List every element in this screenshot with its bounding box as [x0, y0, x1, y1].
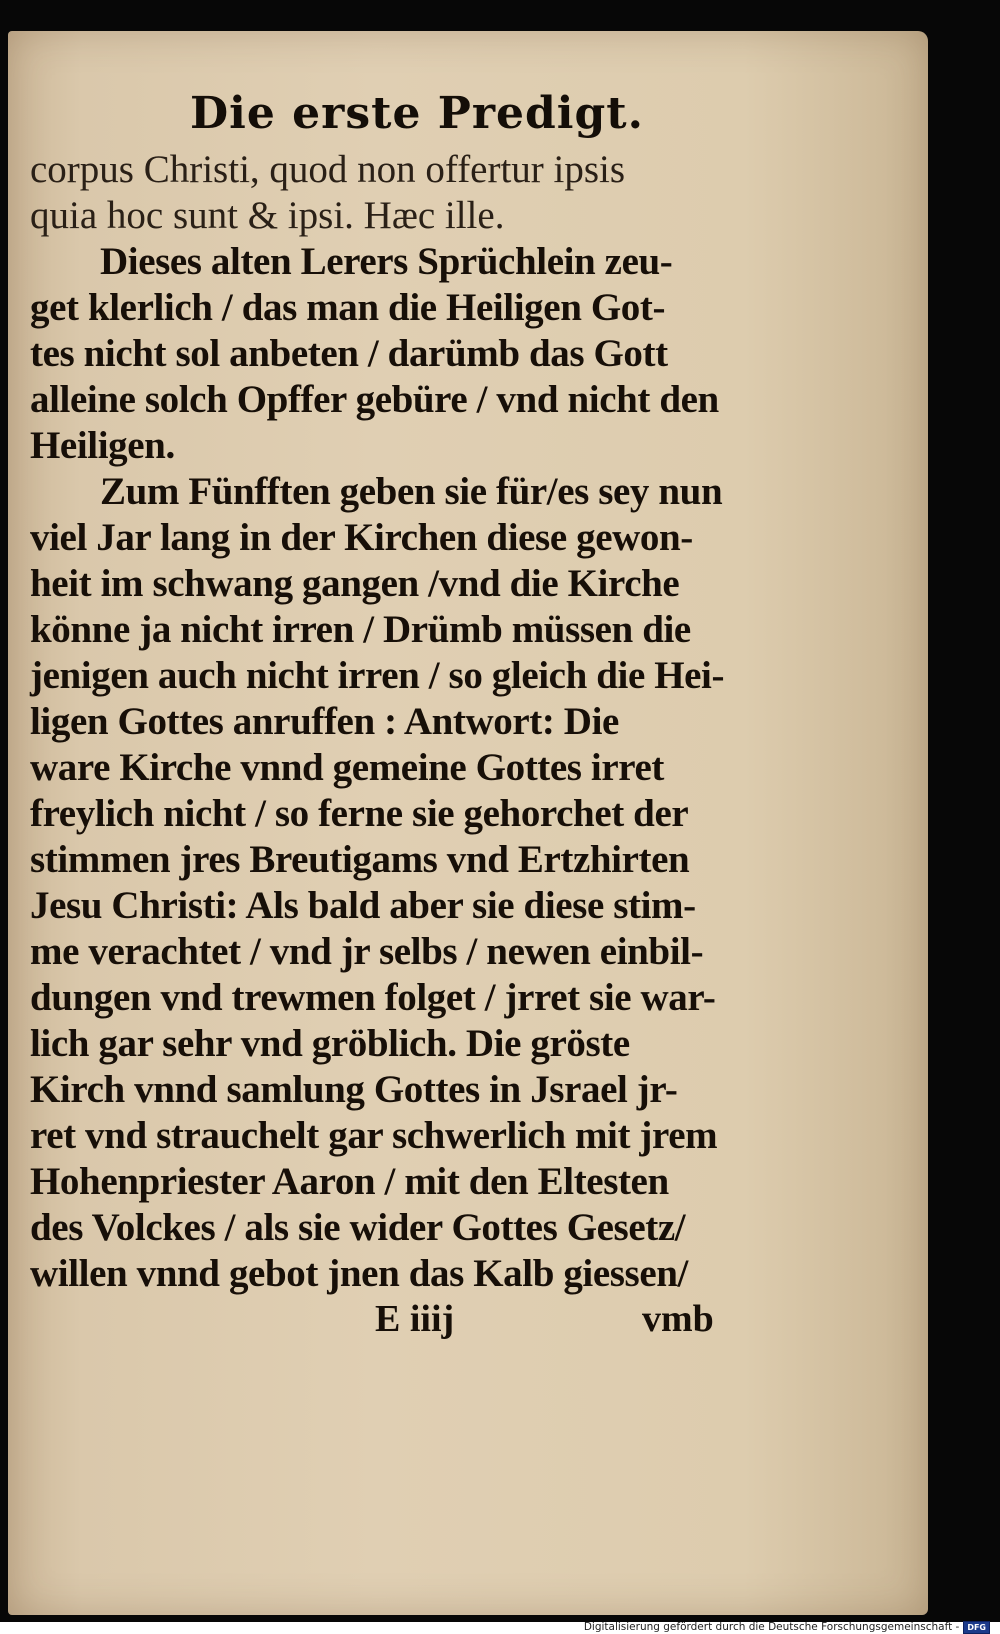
running-head: Die erste Predigt. — [190, 88, 644, 139]
dfg-logo: DFG — [963, 1621, 990, 1634]
signature-mark: E iiij — [375, 1298, 455, 1340]
text-line: jenigen auch nicht irren / so gleich die Hei- — [30, 654, 725, 697]
text-line: Jesu Christi: Als bald aber sie diese stim- — [30, 884, 696, 927]
text-line: heit im schwang gangen /vnd die Kirche — [30, 562, 680, 605]
text-line: alleine solch Opffer gebüre / vnd nicht den — [30, 378, 719, 421]
page-footer — [30, 1297, 750, 1347]
text-line: Kirch vnnd samlung Gottes in Jsrael jr- — [30, 1068, 678, 1111]
text-line: Dieses alten Lerers Sprüchlein zeu- — [100, 240, 673, 283]
text-line: willen vnnd gebot jnen das Kalb giessen/ — [30, 1252, 688, 1295]
text-line: dungen vnd trewmen folget / jrret sie war- — [30, 976, 716, 1019]
text-line: quia hoc sunt & ipsi. Hæc ille. — [30, 194, 505, 237]
credit-text: Digitalisierung gefördert durch die Deutsche Forschungsgemeinschaft - — [583, 1621, 960, 1633]
text-line: me verachtet / vnd jr selbs / newen einbil- — [30, 930, 704, 973]
text-line: des Volckes / als sie wider Gottes Gesetz/ — [30, 1206, 686, 1249]
digitization-credit — [584, 1620, 990, 1634]
text-line: könne ja nicht irren / Drümb müssen die — [30, 608, 691, 651]
text-line: stimmen jres Breutigams vnd Ertzhirten — [30, 838, 690, 881]
text-line: Zum Fünfften geben sie für/es sey nun — [100, 470, 723, 513]
text-block — [30, 81, 750, 1347]
text-line: ret vnd strauchelt gar schwerlich mit jrem — [30, 1114, 718, 1157]
text-line: Hohenpriester Aaron / mit den Eltesten — [30, 1160, 669, 1203]
text-line: viel Jar lang in der Kirchen diese gewon- — [30, 516, 693, 559]
text-line: tes nicht sol anbeten / darümb das Gott — [30, 332, 668, 375]
text-line: get klerlich / das man die Heiligen Got- — [30, 286, 666, 329]
text-line: freylich nicht / so ferne sie gehorchet der — [30, 792, 689, 835]
text-line: ligen Gottes anruffen : Antwort: Die — [30, 700, 619, 743]
text-line: corpus Christi, quod non offertur ipsis — [30, 148, 626, 191]
text-line: Heiligen. — [30, 424, 175, 467]
book-page — [8, 31, 928, 1615]
catchword: vmb — [642, 1298, 714, 1340]
text-line: ware Kirche vnnd gemeine Gottes irret — [30, 746, 664, 789]
text-line: lich gar sehr vnd gröblich. Die gröste — [30, 1022, 630, 1065]
